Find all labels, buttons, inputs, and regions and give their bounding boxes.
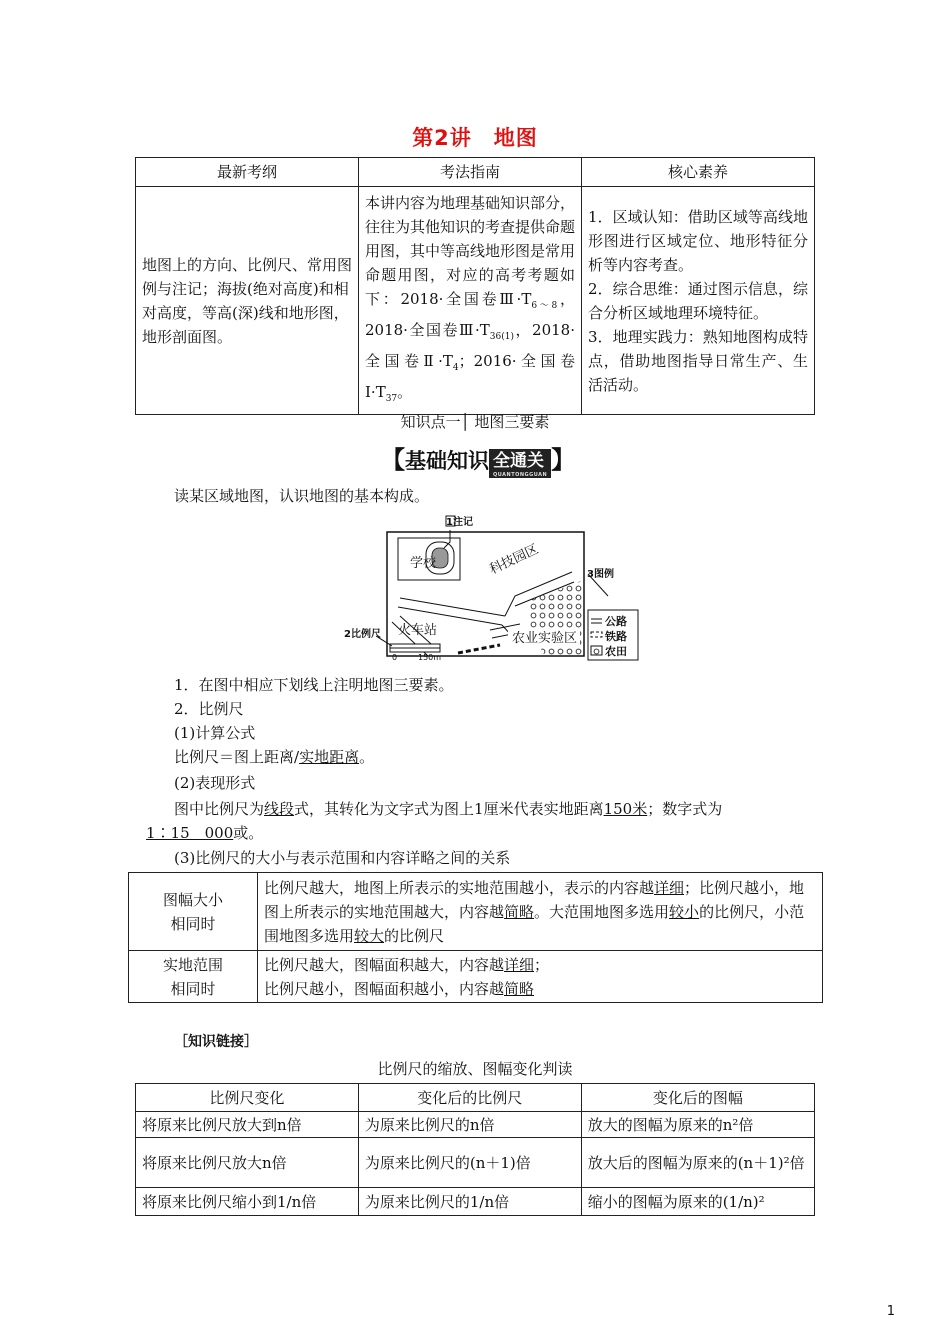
table-cell: 放大的图幅为原来的n²倍 [581,1112,814,1138]
table-cell: 缩小的图幅为原来的(1/n)² [581,1188,814,1216]
legend-road: 公路 [605,615,627,628]
table-row [136,1112,815,1138]
literacy-item: 3．地理实践力：熟知地图构成特点，借助地图指导日常生产、生活活动。 [588,327,808,394]
table-cell: 放大后的图幅为原来的(n＋1)²倍 [581,1138,814,1188]
scale-change-table [135,1083,815,1216]
banner-chip: 全通关 QUANTONGGUAN [489,449,551,478]
header-col-guide: 考法指南 [359,158,582,187]
literacy-item: 2．综合思维：通过图示信息，综合分析区域地理环境特征。 [588,279,808,322]
page-title: 第2讲 地图 [412,126,538,150]
item-2: 2．比例尺 [174,700,244,718]
table-cell: 为原来比例尺的n倍 [358,1112,581,1138]
syllabus-cell: 地图上的方向、比例尺、常用图例与注记；海拔(绝对高度)和相对高度，等高(深)线和地形图，地形剖面图。 [136,187,359,415]
school-label: 学校 [410,556,437,571]
header-table [135,157,815,415]
table-cell: 为原来比例尺的1/n倍 [358,1188,581,1216]
table-cell: 为原来比例尺的(n＋1)倍 [358,1138,581,1188]
tech-park-label: 科技园区 [487,542,541,578]
school-area-map [340,512,650,664]
item-2-1: (1)计算公式 [174,724,256,742]
legend-rail: 铁路 [605,630,627,643]
knowledge-link-label: ［知识链接］ [174,1034,258,1050]
label-legend: 3图例 [587,569,614,580]
item-1: 1．在图中相应下划线上注明地图三要素。 [174,676,454,694]
table-cell: 将原来比例尺缩小到1/n倍 [136,1188,359,1216]
scale-col-new-size: 变化后的图幅 [581,1084,814,1112]
scale-col-new-scale: 变化后的比例尺 [358,1084,581,1112]
scale-zero: 0 [392,653,398,662]
knowledge-point-heading: 知识点一│ 地图三要素 [400,413,550,431]
label-annotation: 1注记 [446,517,473,528]
banner-right-bracket: 】 [551,446,576,474]
form-paragraph: 图中比例尺为线段式，其转化为文字式为图上1厘米代表实地距离150米；数字式为 1∶15 000或。 [146,800,723,842]
relation-body-2: 比例尺越大，图幅面积越大，内容越详细； 比例尺越小，图幅面积越小，内容越简略 [258,951,823,1003]
literacy-cell [582,187,815,415]
header-col-literacy: 核心素养 [582,158,815,187]
intro-text: 读某区域地图，认识地图的基本构成。 [174,487,430,505]
section-banner [381,440,601,476]
table-row [136,1188,815,1216]
legend-field: 农田 [605,645,627,658]
banner-text: 基础知识 [405,449,489,473]
page-number: 1 [886,1304,895,1319]
knowledge-link-title: 比例尺的缩放、图幅变化判读 [377,1060,573,1078]
guide-cell: 本讲内容为地理基础知识部分，往往为其他知识的考查提供命题用图，其中等高线地形图是常用命题用图，对应的高考考题如下：2018·全国卷$Ⅲ\cdot T_{6\sim 8}$，2018·全国卷$Ⅲ\cdot T_{36(1)}$，2018·全国卷$Ⅱ\cdot T_4$；2016·全国卷$Ⅰ\cdot T_{37}$。 [359,187,582,415]
table-row [136,1138,815,1188]
banner-left-bracket: 【 [381,446,405,474]
scale-150: 150m [418,653,442,662]
station-label: 火车站 [398,623,438,638]
relation-head-2: 实地范围 相同时 [129,951,258,1003]
table-cell: 将原来比例尺放大到n倍 [136,1112,359,1138]
label-scale: 2比例尺 [344,629,381,640]
formula-line: 比例尺＝图上距离/实地距离。 [174,748,375,766]
table-cell: 将原来比例尺放大n倍 [136,1138,359,1188]
literacy-item: 1．区域认知：借助区域等高线地形图进行区域定位、地形特征分析等内容考查。 [588,207,808,274]
relation-head-1: 图幅大小 相同时 [129,873,258,951]
relation-body-1: 比例尺越大，地图上所表示的实地范围越小，表示的内容越详细；比例尺越小，地图上所表示的实地范围越大，内容越简略。大范围地图多选用较小的比例尺，小范围地图多选用较大的比例尺 [258,873,823,951]
header-col-syllabus: 最新考纲 [136,158,359,187]
item-2-2: (2)表现形式 [174,774,256,792]
farm-label: 农业实验区 [512,631,578,646]
relation-table [128,872,823,1003]
item-2-3: (3)比例尺的大小与表示范围和内容详略之间的关系 [174,849,511,867]
scale-col-change: 比例尺变化 [136,1084,359,1112]
